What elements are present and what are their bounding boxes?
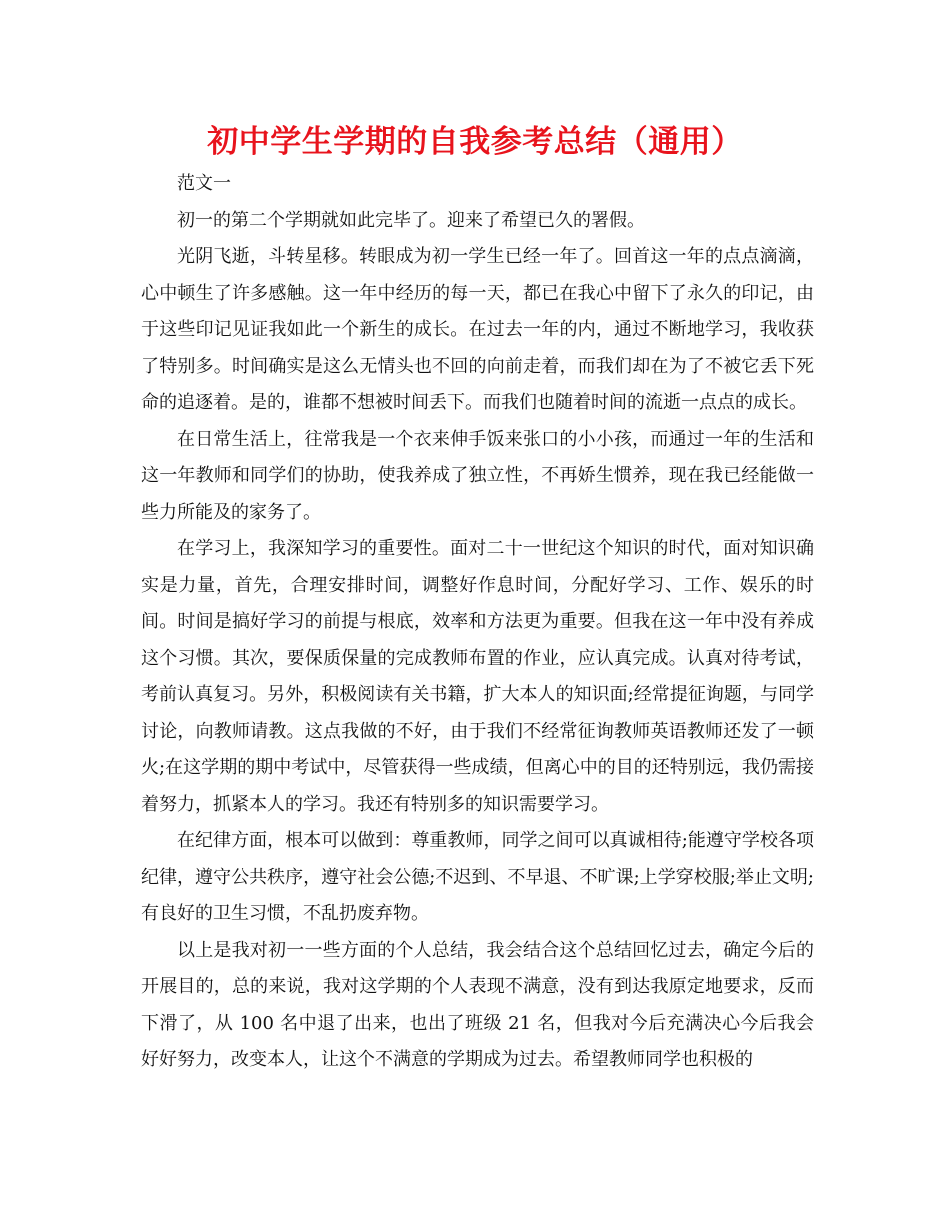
paragraph: 初一的第二个学期就如此完毕了。迎来了希望已久的署假。 [177, 209, 645, 231]
paragraph: 在学习上，我深知学习的重要性。面对二十一世纪这个知识的时代，面对知识确实是力量，首先，合理安排时间，调整好作息时间，分配好学习、工作、娱乐的时间。时间是搞好学习的前提与根底，效率和方法更为重要。但我在这一年中没有养成这个习惯。其次，要保质保量的完成教师布置的作业，应认真完成。认真对待考试，考前认真复习。另外，积极阅读有关书籍，扩大本人的知识面;经常提征询题，与同学讨论，向教师请教。这点我做的不好，由于我们不经常征询教师英语教师还发了一顿火;在这学期的期中考试中，尽管获得一些成绩，但离心中的目的还特别远，我仍需接着努力，抓紧本人的学习。我还有特别多的知识需要学习。 [141, 538, 814, 815]
paragraph: 以上是我对初一一些方面的个人总结，我会结合这个总结回忆过去，确定今后的开展目的，总的来说，我对这学期的个人表现不满意，没有到达我原定地要求，反而下滑了，从 100 名中退了出来，也出了班级 21 名，但我对今后充满决心今后我会好好努力，改变本人，让这个不满意的学期成为过去。希望教师同学也积极的 [141, 939, 814, 1070]
document-subtitle: 范文一 [177, 173, 231, 194]
paragraph: 在纪律方面，根本可以做到：尊重教师，同学之间可以真诚相待;能遵守学校各项纪律，遵守公共秩序，遵守社会公德;不迟到、不早退、不旷课;上学穿校服;举止文明;有良好的卫生习惯，不乱扔废弃物。 [141, 830, 814, 924]
document-body [141, 166, 814, 1079]
paragraph: 光阴飞逝，斗转星移。转眼成为初一学生已经一年了。回首这一年的点点滴滴，心中顿生了许多感触。这一年中经历的每一天，都已在我心中留下了永久的印记，由于这些印记见证我如此一个新生的成长。在过去一年的内，通过不断地学习，我收获了特别多。时间确实是这么无情头也不回的向前走着，而我们却在为了不被它丢下死命的追逐着。是的，谁都不想被时间丢下。而我们也随着时间的流逝一点点的成长。 [141, 246, 814, 413]
document-title: 初中学生学期的自我参考总结（通用） [207, 124, 743, 160]
paragraph: 在日常生活上，往常我是一个衣来伸手饭来张口的小小孩，而通过一年的生活和这一年教师和同学们的协助，使我养成了独立性，不再娇生惯养，现在我已经能做一些力所能及的家务了。 [141, 428, 814, 523]
